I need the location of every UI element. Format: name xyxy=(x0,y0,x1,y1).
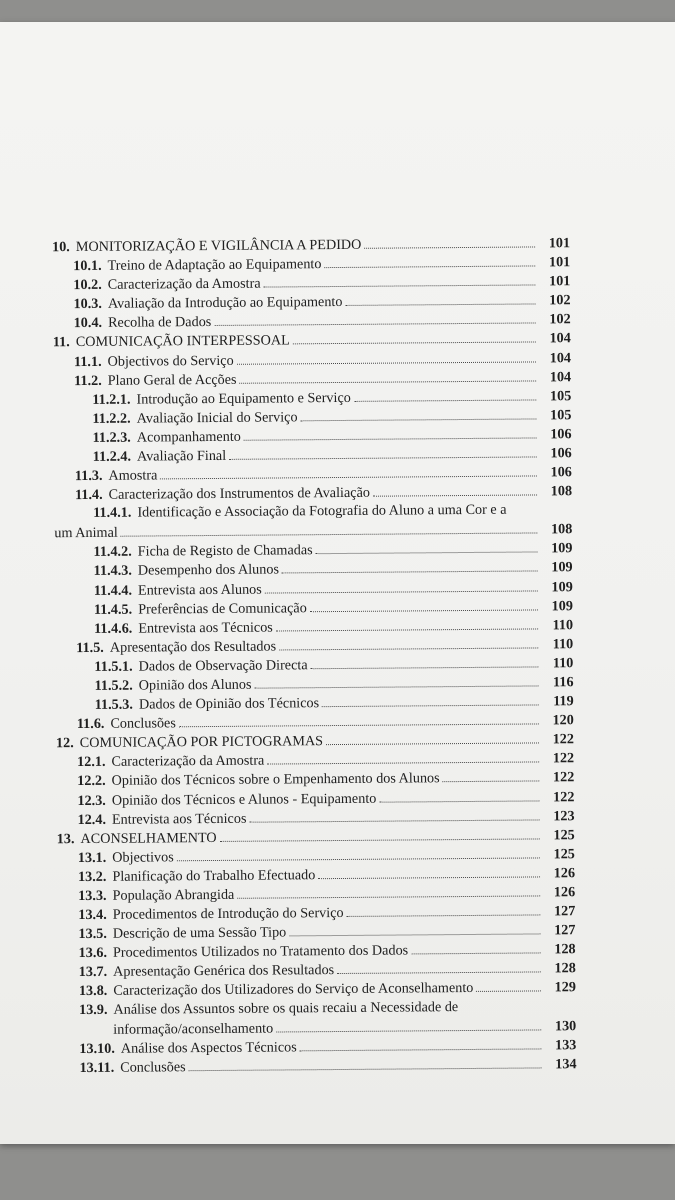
toc-entry-page: 130 xyxy=(554,1017,577,1034)
toc-entry-title: Descrição de uma Sessão Tipo xyxy=(112,924,287,942)
toc-entry-page: 105 xyxy=(549,387,572,405)
toc-entry xyxy=(6,996,675,1039)
toc-entry-number: 13.1. xyxy=(77,849,107,866)
toc-entry-number: 11.4.5. xyxy=(93,601,133,618)
toc-entry-title: Apresentação dos Resultados xyxy=(109,638,277,656)
toc-entry-title: COMUNICAÇÃO POR PICTOGRAMAS xyxy=(79,733,324,752)
toc-entry-content xyxy=(79,997,576,1039)
toc-entry-title: Opinião dos Técnicos sobre o Empenhamento dos Alunos xyxy=(111,770,440,790)
toc-entry-number: 13.6. xyxy=(78,945,108,962)
toc-entry-number: 13.9. xyxy=(79,1001,108,1018)
dot-leader xyxy=(379,787,539,802)
dot-leader xyxy=(239,367,536,383)
toc-entry-title: Análise dos Assuntos sobre os quais recaiu a Necessidade de xyxy=(113,998,459,1018)
dot-leader xyxy=(364,233,535,248)
toc-entry-number: 11.5.2. xyxy=(94,677,133,694)
toc-entry-page: 116 xyxy=(552,674,574,691)
dot-leader xyxy=(249,806,539,822)
toc-entry-number: 13.3. xyxy=(78,887,107,905)
toc-entry-number: 13.5. xyxy=(78,926,107,943)
toc-entry-title: Procedimentos de Introdução do Serviço xyxy=(112,905,344,923)
dot-leader xyxy=(267,749,539,765)
toc-entry-title: Dados de Observação Directa xyxy=(138,657,308,675)
toc-entry-number: 10.3. xyxy=(73,296,102,313)
toc-entry-page: 125 xyxy=(553,845,575,863)
toc-entry-page: 120 xyxy=(552,712,574,729)
toc-entry-page: 106 xyxy=(550,445,572,462)
toc-entry-number: 11.4.4. xyxy=(93,582,133,599)
toc-entry-number: 11.5.3. xyxy=(94,696,133,713)
toc-entry-page: 134 xyxy=(555,1055,577,1072)
toc-entry-number: 10.1. xyxy=(73,257,102,275)
dot-leader xyxy=(279,634,538,650)
toc-entry-title: Desempenho dos Alunos xyxy=(137,561,280,579)
toc-entry-page: 127 xyxy=(554,922,576,939)
dot-leader xyxy=(276,615,538,631)
toc-entry-page: 108 xyxy=(550,483,573,500)
toc-entry-page: 129 xyxy=(554,979,576,996)
toc-entry-number: 11.3. xyxy=(74,467,103,485)
toc-entry-title: Treino de Adaptação ao Equipamento xyxy=(107,256,322,274)
toc-entry-number: 12.2. xyxy=(77,773,106,790)
toc-entry-number: 11.4.3. xyxy=(93,563,132,580)
toc-entry-number: 12.4. xyxy=(77,811,107,828)
toc-entry-title: Caracterização dos Utilizadores do Serviço de Aconselhamento xyxy=(113,980,474,1000)
toc-entry-page: 102 xyxy=(549,292,571,309)
dot-leader xyxy=(476,978,541,993)
dot-leader xyxy=(324,253,535,269)
toc-entry-page: 133 xyxy=(555,1036,577,1053)
toc-entry-page: 102 xyxy=(549,311,571,328)
dot-leader xyxy=(443,768,540,783)
toc-entry-title: Dados de Opinião dos Técnicos xyxy=(138,695,320,713)
toc-entry-title: Conclusões xyxy=(110,715,176,732)
dot-leader xyxy=(265,577,538,593)
toc-entry-page: 101 xyxy=(548,235,571,252)
dot-leader xyxy=(177,844,540,861)
toc-entry-title: Entrevista aos Técnicos xyxy=(111,810,247,828)
toc-entry-title: Avaliação Final xyxy=(136,447,227,465)
toc-entry-title: Recolha de Dados xyxy=(107,314,212,332)
toc-entry-number: 13. xyxy=(56,830,75,847)
toc-entry-page: 110 xyxy=(552,616,574,634)
toc-entry-page: 123 xyxy=(553,807,575,824)
toc-entry-number: 13.7. xyxy=(78,964,108,981)
toc-entry-title: Entrevista aos Alunos xyxy=(137,581,262,599)
dot-leader xyxy=(345,291,535,306)
toc-entry-number: 11.5. xyxy=(76,639,104,656)
toc-entry-number: 12.1. xyxy=(77,754,106,771)
toc-entry-page: 119 xyxy=(553,693,574,710)
dot-leader xyxy=(311,653,539,669)
toc-entry-title: Caracterização dos Instrumentos de Avaliação xyxy=(108,484,370,504)
toc-entry-content xyxy=(79,1054,576,1077)
toc-entry-page: 101 xyxy=(549,273,571,290)
dot-leader xyxy=(160,463,537,480)
toc-entry-title: Opinião dos Técnicos e Alunos - Equipamento xyxy=(111,790,377,809)
dot-leader xyxy=(254,672,538,688)
toc-entry-title: ACONSELHAMENTO xyxy=(80,829,217,847)
dot-leader xyxy=(276,1016,541,1032)
toc-entry-page: 106 xyxy=(550,464,572,481)
toc-entry-number: 11.4.1. xyxy=(93,504,132,522)
toc-entry-number: 11.2.4. xyxy=(92,448,132,465)
toc-entry-title: Introdução ao Equipamento e Serviço xyxy=(136,389,351,408)
dot-leader xyxy=(229,443,537,459)
toc-entry-title: Amostra xyxy=(108,467,158,484)
dot-leader xyxy=(293,329,536,345)
toc-entry-number: 11.2.3. xyxy=(92,429,131,446)
toc-entry-title: Planificação do Trabalho Efectuado xyxy=(112,867,316,885)
dot-leader xyxy=(300,405,536,421)
toc-entry-content xyxy=(54,500,573,542)
toc-entry-number: 12.3. xyxy=(77,792,106,809)
dot-leader xyxy=(354,386,537,401)
toc-entry-number: 11.5.1. xyxy=(94,658,133,675)
dot-leader xyxy=(411,940,541,955)
toc-entry-number: 13.4. xyxy=(78,906,107,924)
toc-entry-page: 126 xyxy=(553,865,576,882)
toc-entry-title: MONITORIZAÇÃO E VIGILÂNCIA A PEDIDO xyxy=(75,236,362,256)
dot-leader xyxy=(316,539,538,555)
toc-entry-number: 11.4. xyxy=(74,487,103,504)
toc-entry-page: 125 xyxy=(553,826,575,844)
toc-entry-page: 122 xyxy=(552,769,575,786)
toc-entry-title-continued: um Animal xyxy=(54,525,118,542)
dot-leader xyxy=(189,1054,542,1071)
toc-entry xyxy=(2,500,675,543)
dot-leader xyxy=(310,596,538,612)
toc-entry-title: Objectivos do Serviço xyxy=(107,352,234,370)
dot-leader xyxy=(373,482,537,497)
dot-leader xyxy=(300,1035,542,1051)
toc-entry-page: 109 xyxy=(551,559,573,576)
toc-entry-page: 105 xyxy=(550,407,572,424)
toc-entry-title: Caracterização da Amostra xyxy=(111,752,265,771)
dot-leader xyxy=(318,863,540,879)
toc-entry-page: 127 xyxy=(553,903,576,920)
dot-leader xyxy=(347,902,541,918)
dot-leader xyxy=(219,825,539,842)
toc-entry-number: 11.2. xyxy=(74,372,102,389)
toc-entry-number: 13.8. xyxy=(78,983,108,1000)
dot-leader xyxy=(237,348,536,364)
toc-entry-title: Opinião dos Alunos xyxy=(138,676,252,694)
toc-entry-page: 104 xyxy=(549,330,571,347)
toc-entry-page: 109 xyxy=(551,540,573,557)
toc-entry-page: 104 xyxy=(549,368,572,385)
toc-entry-title: Ficha de Registo de Chamadas xyxy=(137,542,313,560)
dot-leader xyxy=(244,424,537,440)
toc-entry-number: 11.4.2. xyxy=(93,543,132,561)
toc-entry-title: Conclusões xyxy=(120,1058,186,1076)
toc-entry-title: Preferências de Comunicação xyxy=(138,599,307,618)
toc-entry-page: 128 xyxy=(554,960,576,977)
dot-leader xyxy=(337,959,541,975)
toc-entry-number: 11.1. xyxy=(73,353,102,370)
toc-entry-number: 11. xyxy=(52,334,70,351)
toc-entry-number: 13.11. xyxy=(79,1059,115,1076)
dot-leader xyxy=(322,691,539,707)
toc-entry-number: 10.2. xyxy=(73,277,102,294)
toc-entry-title: População Abrangida xyxy=(112,886,235,904)
toc-entry-page: 104 xyxy=(549,349,572,366)
dot-leader xyxy=(121,520,538,537)
toc-entry-page: 101 xyxy=(548,254,571,271)
toc-entry xyxy=(6,1053,675,1077)
toc-entry-page: 110 xyxy=(552,655,574,672)
toc-entry-title: Acompanhamento xyxy=(136,428,241,446)
dot-leader xyxy=(214,310,535,327)
toc-entry-page: 108 xyxy=(550,521,573,538)
toc-entry-page: 122 xyxy=(552,750,575,767)
toc-entry-page: 126 xyxy=(553,884,576,901)
toc-entry-number: 11.2.1. xyxy=(92,391,131,408)
dot-leader xyxy=(264,272,536,288)
toc-entry-number: 12. xyxy=(55,735,74,752)
toc-entry-title-continued: informação/aconselhamento xyxy=(113,1020,274,1038)
toc-entry-title: Avaliação da Introdução ao Equipamento xyxy=(107,294,343,313)
toc-entry-title: Avaliação Inicial do Serviço xyxy=(136,409,298,427)
toc-entry-number: 13.2. xyxy=(77,868,107,885)
toc-entry-number: 11.2.2. xyxy=(92,410,131,427)
toc-entry-title: Procedimentos Utilizados no Tratamento dos Dados xyxy=(112,942,409,962)
toc-entry-number: 11.6. xyxy=(76,716,105,733)
toc-entry-title: Análise dos Aspectos Técnicos xyxy=(120,1038,297,1057)
dot-leader xyxy=(289,921,540,937)
toc-entry-number: 10.4. xyxy=(73,315,103,332)
toc-entry-title: COMUNICAÇÃO INTERPESSOAL xyxy=(75,332,290,351)
dot-leader xyxy=(282,558,538,574)
toc-entry-title: Caracterização da Amostra xyxy=(107,275,261,293)
toc-entry-title: Plano Geral de Acções xyxy=(107,371,237,389)
toc-entry-title: Apresentação Genérica dos Resultados xyxy=(113,962,335,981)
toc-entry-page: 106 xyxy=(550,426,572,443)
dot-leader xyxy=(179,711,539,728)
toc-entry-page: 122 xyxy=(553,788,575,805)
toc-entry-page: 122 xyxy=(552,731,575,748)
toc-entry-page: 109 xyxy=(551,578,573,595)
dot-leader xyxy=(237,882,540,898)
toc-entry-page: 128 xyxy=(554,941,576,958)
book-page xyxy=(0,22,675,1144)
toc-entry-page: 110 xyxy=(552,635,574,653)
toc-entry-title: Identificação e Associação da Fotografia do Aluno a uma Cor e a xyxy=(137,501,507,521)
toc-entry-number: 13.10. xyxy=(79,1040,115,1057)
table-of-contents xyxy=(0,232,675,1077)
toc-entry-number: 11.4.6. xyxy=(94,620,133,637)
dot-leader xyxy=(326,730,539,746)
toc-entry-page: 109 xyxy=(551,597,573,614)
toc-entry-number: 10. xyxy=(52,239,70,256)
toc-entry-title: Objectivos xyxy=(112,849,174,866)
toc-entry-title: Entrevista aos Técnicos xyxy=(138,619,273,637)
